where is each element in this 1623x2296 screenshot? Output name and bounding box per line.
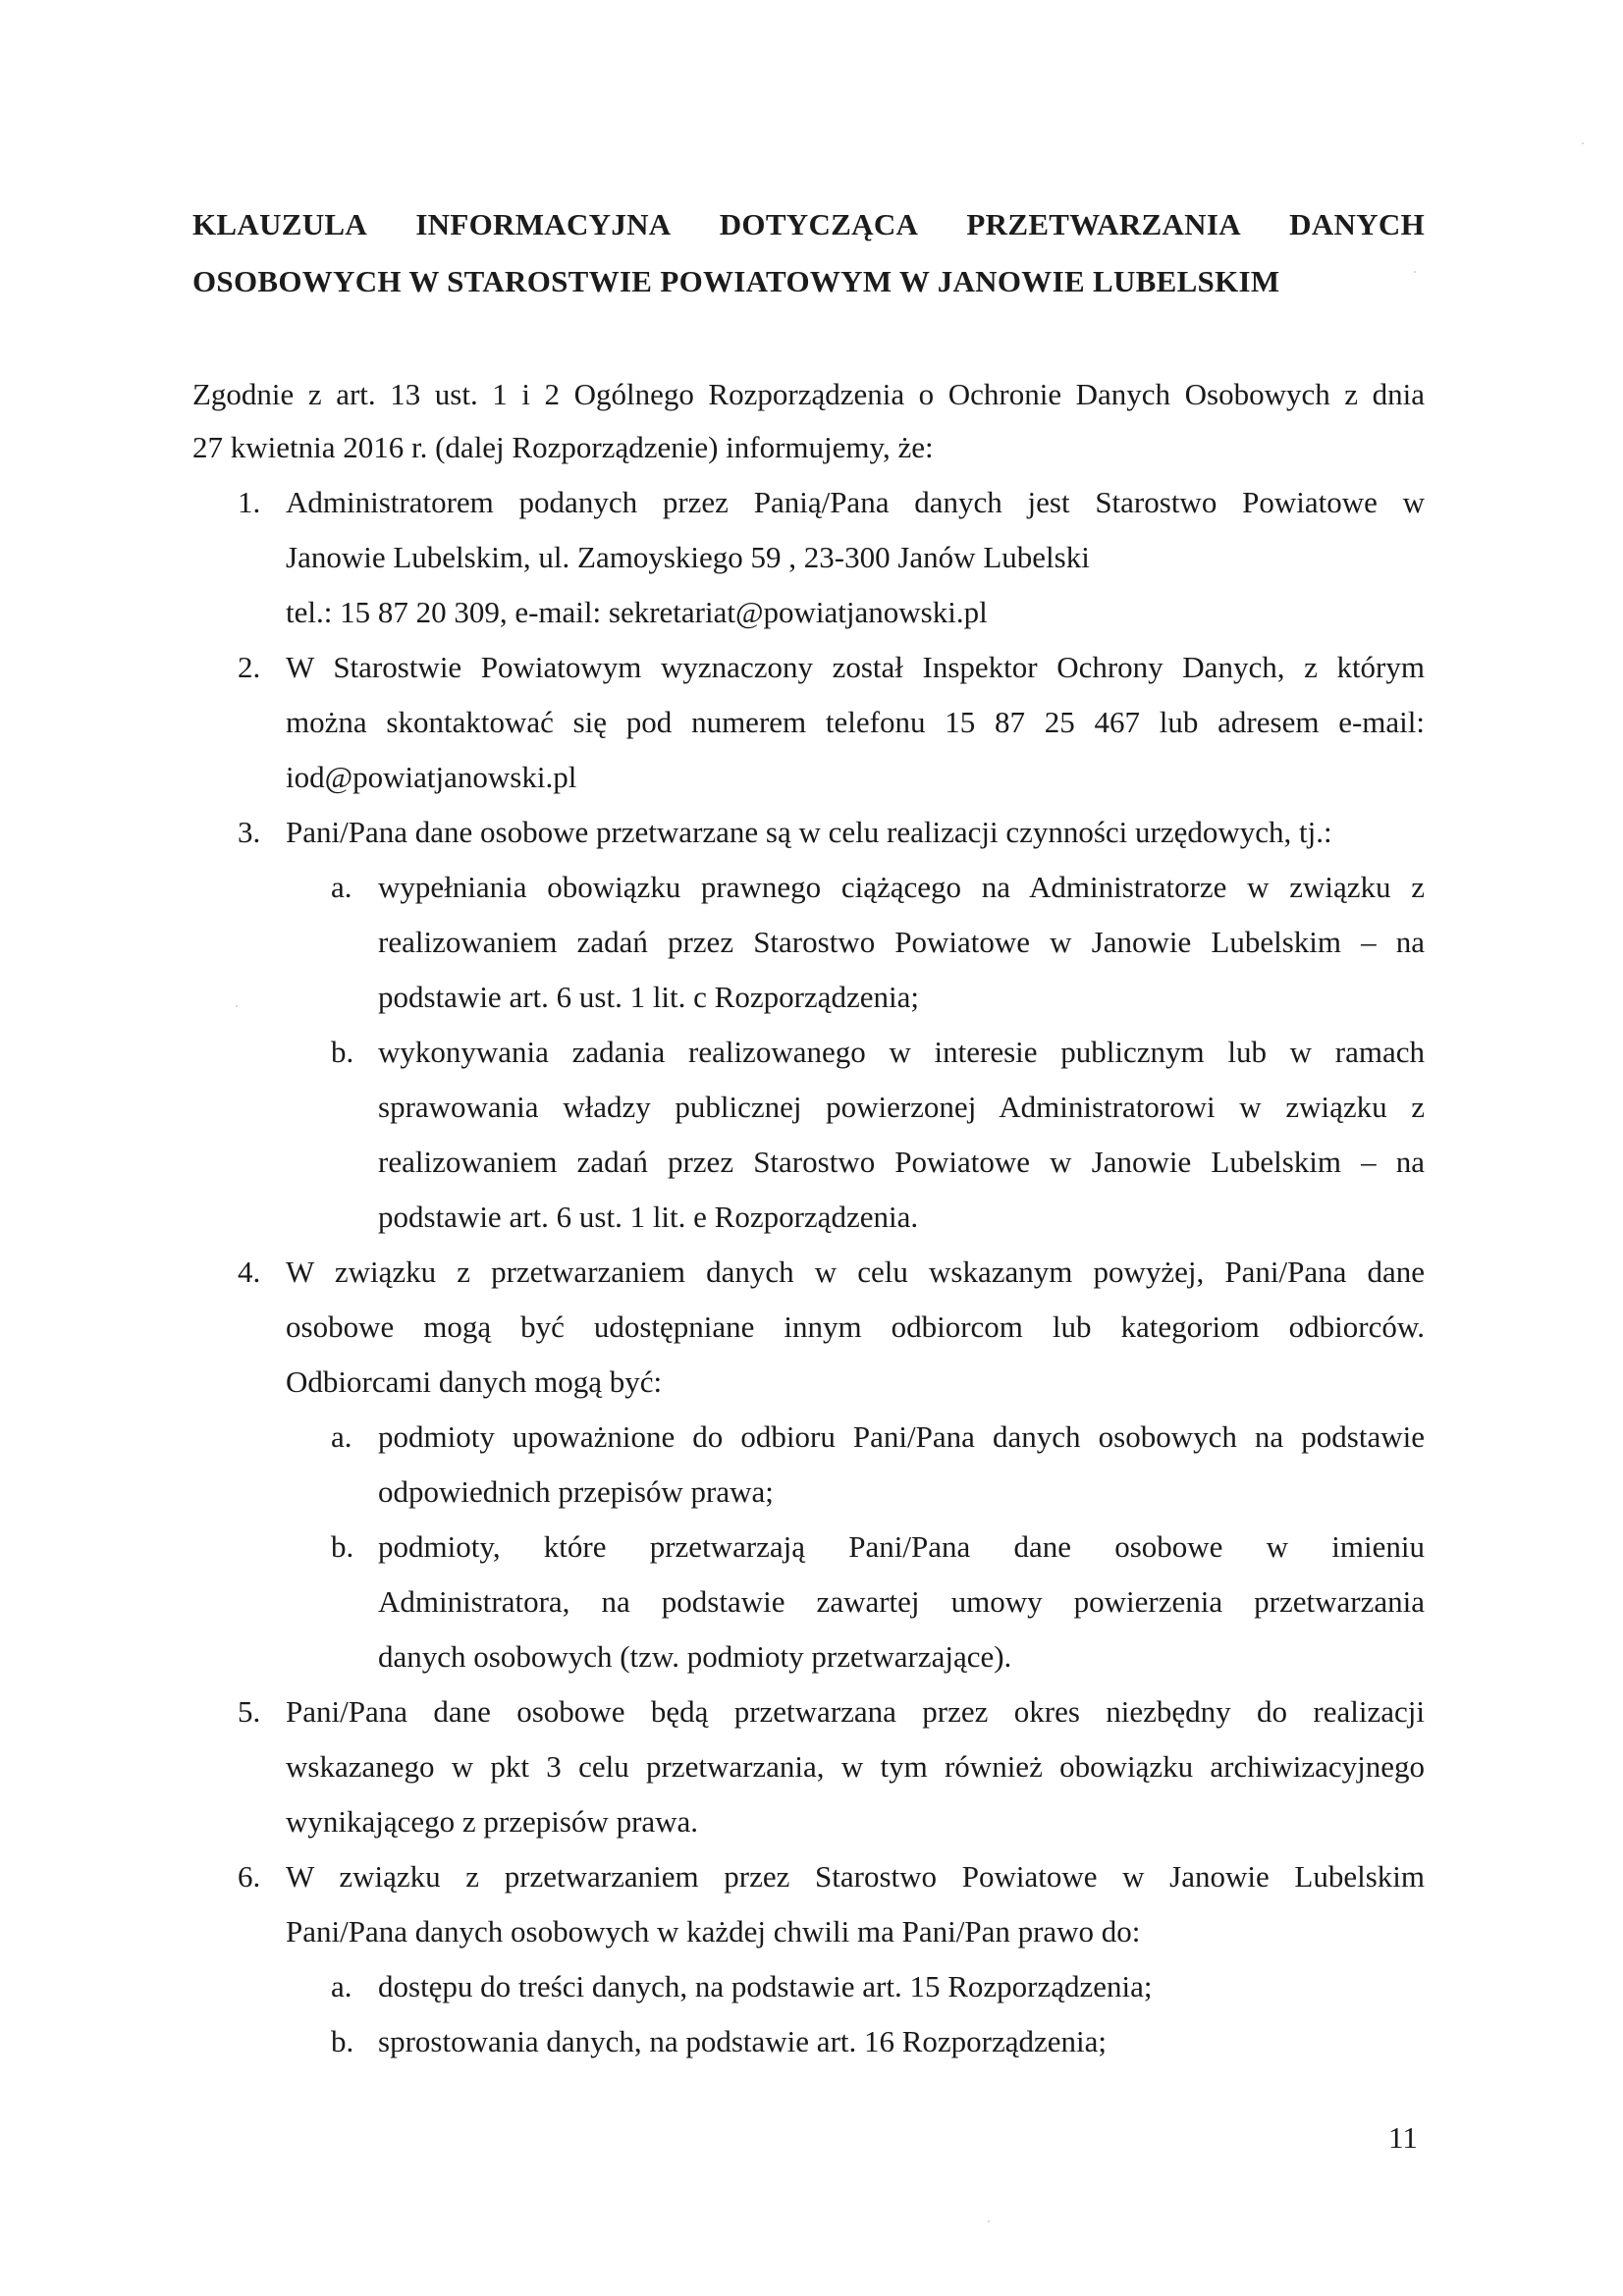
item-line-contact: tel.: 15 87 20 309, e-mail: sekretariat@powiatjanowski.pl <box>286 595 988 629</box>
item-number: 5. <box>238 1694 261 1729</box>
list-item-3 <box>192 805 1425 1245</box>
sub-item-line: wykonywania zadania realizowanego w interesie publicznym lub w ramach <box>378 1035 1425 1069</box>
item-number: 1. <box>238 485 261 519</box>
title-line-1: KLAUZULA INFORMACYJNA DOTYCZĄCA PRZETWARZANIA DANYCH <box>192 207 1425 241</box>
item-line: Administratorem podanych przez Panią/Pana danych jest Starostwo Powiatowe w <box>286 485 1425 519</box>
sub-item-letter: b. <box>331 1529 354 1564</box>
item-number: 2. <box>238 650 261 684</box>
item-line: wskazanego w pkt 3 celu przetwarzania, w tym również obowiązku archiwizacyjnego <box>286 1749 1425 1784</box>
list-item-5 <box>192 1684 1425 1849</box>
item-line-email: iod@powiatjanowski.pl <box>286 760 577 794</box>
sub-item-6b <box>286 2014 1425 2069</box>
sub-item-line: dostępu do treści danych, na podstawie art. 15 Rozporządzenia; <box>378 1969 1153 2003</box>
intro-line-2: 27 kwietnia 2016 r. (dalej Rozporządzenie) informujemy, że: <box>192 430 934 464</box>
sub-item-line: podstawie art. 6 ust. 1 lit. e Rozporządzenia. <box>378 1200 919 1234</box>
scan-speck <box>236 1005 238 1007</box>
scan-speck <box>988 2220 990 2222</box>
list-item-2 <box>192 640 1425 805</box>
sub-item-3b <box>286 1025 1425 1245</box>
intro-paragraph <box>192 368 1425 474</box>
sub-item-line: danych osobowych (tzw. podmioty przetwarzające). <box>378 1639 1012 1674</box>
sub-item-letter: b. <box>331 2024 354 2058</box>
item-number: 6. <box>238 1859 261 1894</box>
item-line: Pani/Pana dane osobowe będą przetwarzana przez okres niezbędny do realizacji <box>286 1694 1425 1729</box>
sub-item-line: sprostowania danych, na podstawie art. 16 Rozporządzenia; <box>378 2024 1108 2058</box>
sub-item-4b <box>286 1520 1425 1684</box>
scan-speck <box>1582 142 1584 144</box>
sub-item-letter: a. <box>331 1419 352 1454</box>
item-line: W związku z przetwarzaniem danych w celu wskazanym powyżej, Pani/Pana dane <box>286 1255 1425 1289</box>
sub-item-letter: b. <box>331 1035 354 1069</box>
sub-item-line: odpowiednich przepisów prawa; <box>378 1474 774 1509</box>
item-line: osobowe mogą być udostępniane innym odbiorcom lub kategoriom odbiorców. <box>286 1309 1425 1344</box>
scan-speck <box>1414 271 1416 273</box>
sub-item-line: podmioty upoważnione do odbioru Pani/Pana danych osobowych na podstawie <box>378 1419 1425 1454</box>
sub-item-line: realizowaniem zadań przez Starostwo Powiatowe w Janowie Lubelskim – na <box>378 925 1425 959</box>
item-number: 4. <box>238 1255 261 1289</box>
sub-item-line: sprawowania władzy publicznej powierzonej Administratorowi w związku z <box>378 1090 1425 1124</box>
sub-item-letter: a. <box>331 1969 352 2003</box>
sub-item-6a <box>286 1959 1425 2014</box>
sub-item-line: podmioty, które przetwarzają Pani/Pana dane osobowe w imieniu <box>378 1529 1425 1564</box>
item-line: wynikającego z przepisów prawa. <box>286 1804 699 1839</box>
sub-item-letter: a. <box>331 870 352 904</box>
item-line: W Starostwie Powiatowym wyznaczony został Inspektor Ochrony Danych, z którym <box>286 650 1425 684</box>
intro-line-1: Zgodnie z art. 13 ust. 1 i 2 Ogólnego Rozporządzenia o Ochronie Danych Osobowych z dnia <box>192 377 1425 411</box>
item-line: Pani/Pana danych osobowych w każdej chwili ma Pani/Pan prawo do: <box>286 1914 1141 1949</box>
list-item-1 <box>192 475 1425 640</box>
item-line: można skontaktować się pod numerem telefonu 15 87 25 467 lub adresem e-mail: <box>286 705 1425 739</box>
document-title <box>192 196 1425 310</box>
sub-item-4a <box>286 1410 1425 1520</box>
item-line: Pani/Pana dane osobowe przetwarzane są w celu realizacji czynności urzędowych, tj.: <box>286 815 1332 849</box>
item-number: 3. <box>238 815 261 849</box>
title-line-2: OSOBOWYCH W STAROSTWIE POWIATOWYM W JANOWIE LUBELSKIM <box>192 264 1280 298</box>
item-line: W związku z przetwarzaniem przez Starostwo Powiatowe w Janowie Lubelskim <box>286 1859 1425 1894</box>
sub-item-line: realizowaniem zadań przez Starostwo Powiatowe w Janowie Lubelskim – na <box>378 1145 1425 1179</box>
list-item-4 <box>192 1245 1425 1684</box>
sub-item-3a <box>286 860 1425 1025</box>
sub-item-line: Administratora, na podstawie zawartej umowy powierzenia przetwarzania <box>378 1584 1425 1619</box>
sub-item-line: podstawie art. 6 ust. 1 lit. c Rozporządzenia; <box>378 980 919 1014</box>
list-item-6 <box>192 1849 1425 2069</box>
clause-list <box>192 475 1425 2069</box>
page-number: 11 <box>1388 2120 1418 2155</box>
item-line: Janowie Lubelskim, ul. Zamoyskiego 59 , 23-300 Janów Lubelski <box>286 540 1090 574</box>
sub-item-line: wypełniania obowiązku prawnego ciążącego na Administratorze w związku z <box>378 870 1425 904</box>
item-line: Odbiorcami danych mogą być: <box>286 1364 663 1399</box>
